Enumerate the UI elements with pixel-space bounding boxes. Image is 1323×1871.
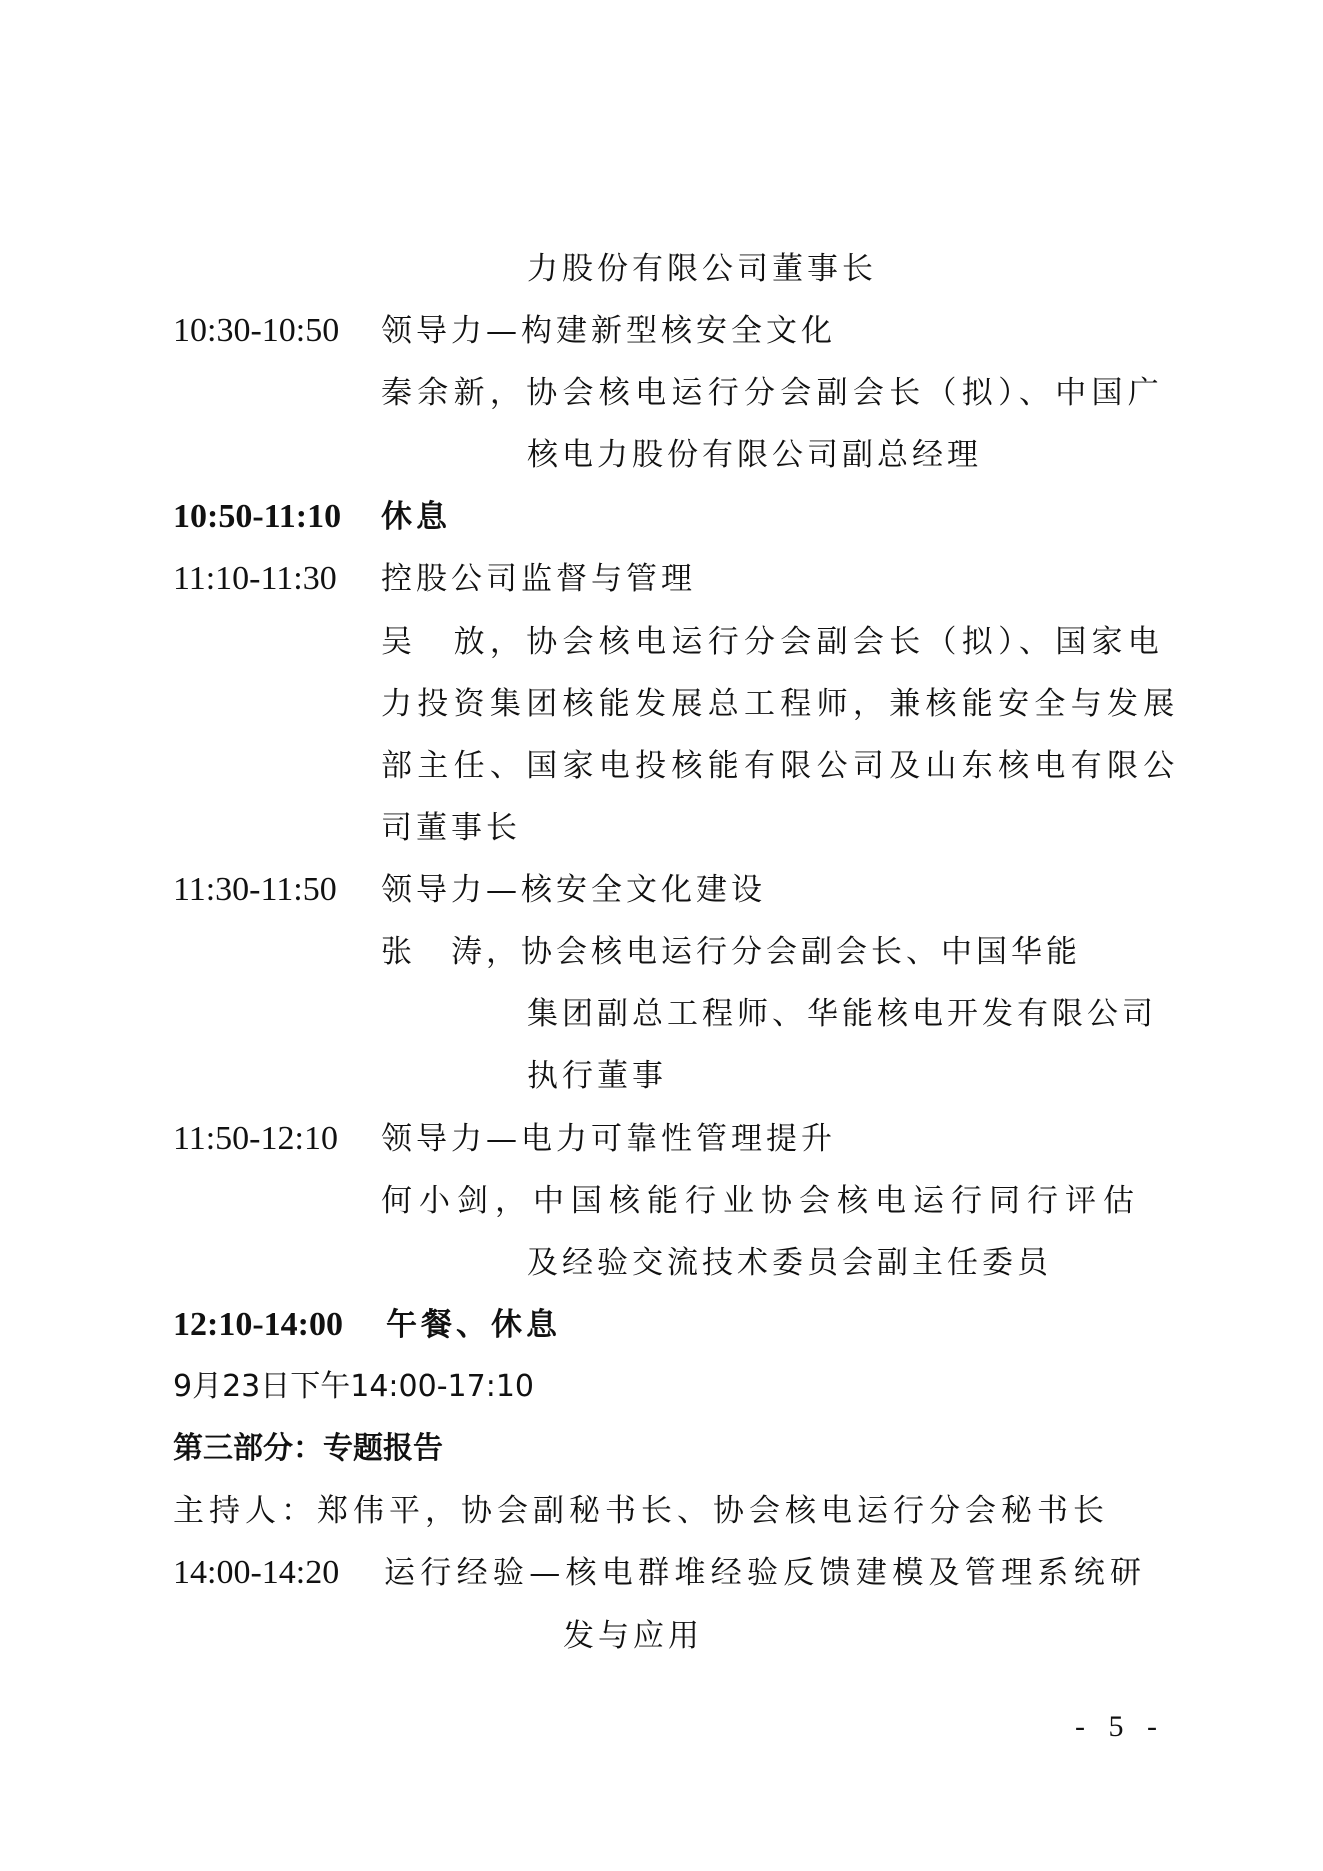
session-title: 领导力—电力可靠性管理提升 [381, 1121, 836, 1157]
page-number: - 5 - [1075, 1710, 1165, 1743]
speaker-info-continued: 力投资集团核能发展总工程师，兼核能安全与发展 [381, 686, 1180, 722]
speaker-info-continued: 及经验交流技术委员会副主任委员 [527, 1245, 1052, 1281]
speaker-info: 何小剑，中国核能行业协会核电运行同行评估 [381, 1183, 1141, 1219]
speaker-info-continued: 集团副总工程师、华能核电开发有限公司 [527, 996, 1157, 1032]
session-time: 14:00-14:20 [173, 1554, 340, 1591]
host-info: 主持人：郑伟平，协会副秘书长、协会核电运行分会秘书长 [173, 1493, 1109, 1529]
session-title: 运行经验—核电群堆经验反馈建模及管理系统研 [384, 1555, 1147, 1591]
session-title: 领导力—构建新型核安全文化 [381, 313, 836, 349]
session-time: 11:50-12:10 [173, 1120, 338, 1157]
lunch-label: 午餐、休息 [386, 1307, 561, 1343]
section-heading: 第三部分：专题报告 [173, 1431, 443, 1466]
session-time: 11:30-11:50 [173, 871, 337, 908]
session-title: 控股公司监督与管理 [381, 561, 696, 597]
speaker-info-continued: 司董事长 [381, 810, 521, 846]
speaker-info-continued: 执行董事 [527, 1058, 667, 1094]
session-title-continued: 发与应用 [563, 1618, 703, 1654]
speaker-info-continued: 核电力股份有限公司副总经理 [527, 437, 982, 473]
session-title: 领导力—核安全文化建设 [381, 872, 766, 908]
speaker-title-continued: 力股份有限公司董事长 [527, 251, 877, 287]
break-time: 10:50-11:10 [173, 498, 342, 535]
lunch-time: 12:10-14:00 [173, 1306, 343, 1343]
speaker-info: 张 涛，协会核电运行分会副会长、中国华能 [381, 934, 1081, 970]
speaker-info: 秦余新，协会核电运行分会副会长（拟）、中国广 [381, 375, 1165, 411]
speaker-info: 吴 放，协会核电运行分会副会长（拟）、国家电 [381, 624, 1165, 660]
afternoon-date: 9月23日下午14:00-17:10 [173, 1369, 534, 1404]
break-label: 休息 [381, 499, 451, 535]
session-time: 11:10-11:30 [173, 560, 337, 597]
speaker-info-continued: 部主任、国家电投核能有限公司及山东核电有限公 [381, 748, 1180, 784]
session-time: 10:30-10:50 [173, 312, 340, 349]
